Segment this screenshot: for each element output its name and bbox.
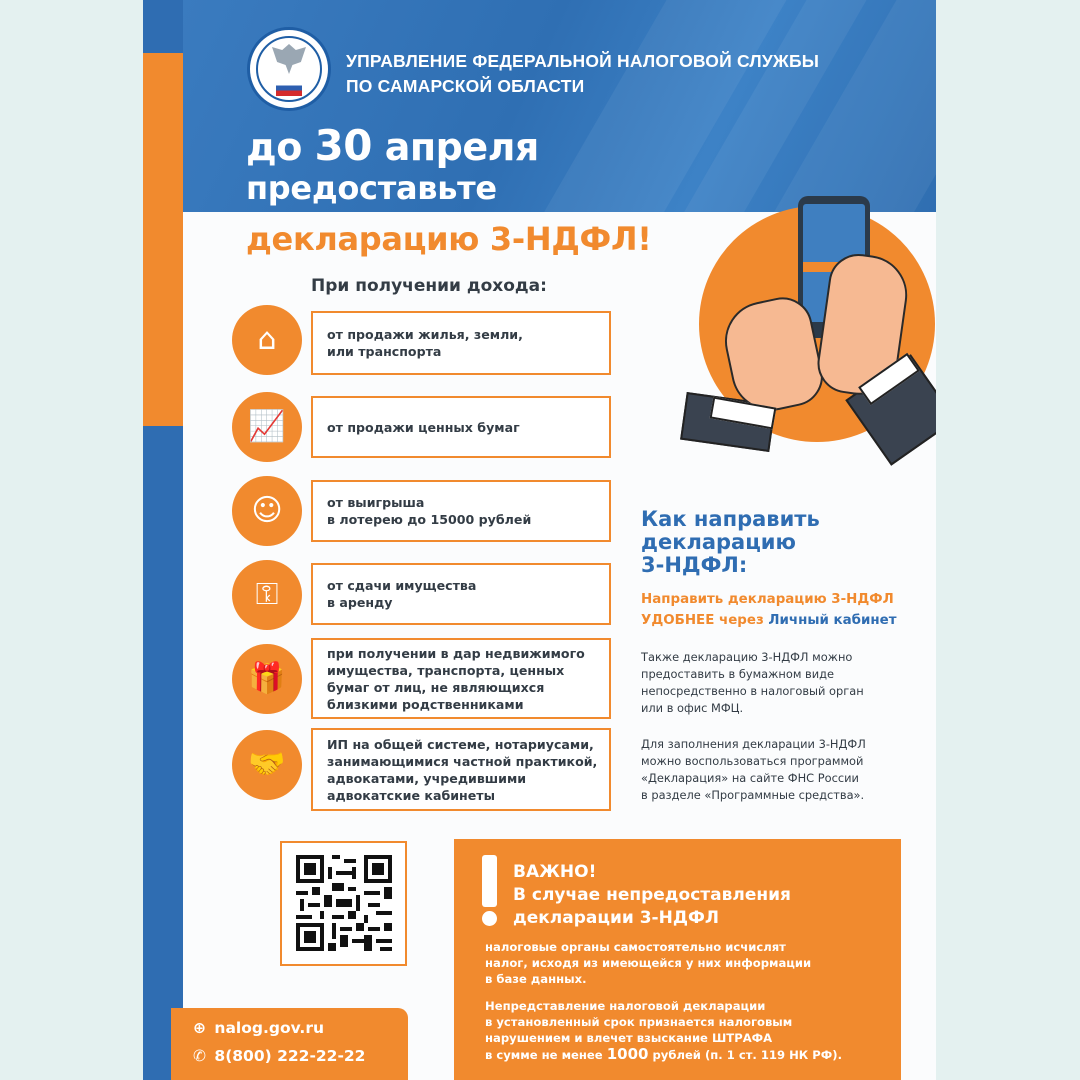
important-paragraph-2: Непредставление налоговой декларации в установленный срок признается налоговым нарушением и влечет взыскание ШТРАФА в сумме не менее 1000 рублей (п. 1 ст. 119 НК РФ). <box>485 999 843 1063</box>
fns-emblem-icon <box>247 27 331 111</box>
how-to-send-title: Как направить декларацию 3-НДФЛ: <box>641 507 820 577</box>
important-paragraph-1: налоговые органы самостоятельно исчислят налог, исходя из имеющейся у них информации в базе данных. <box>485 940 812 986</box>
income-item: от сдачи имущества в аренду <box>311 563 611 625</box>
website-link[interactable]: nalog.gov.ru <box>214 1019 324 1037</box>
income-item: от продажи ценных бумаг <box>311 396 611 458</box>
income-item: от продажи жилья, земли, или транспорта <box>311 311 611 375</box>
house-icon: ⌂ <box>232 305 302 375</box>
personal-cabinet-note: Направить декларацию 3-НДФЛ УДОБНЕЕ через Личный кабинет <box>641 592 897 628</box>
income-section-title: При получении дохода: <box>311 276 547 296</box>
important-notice <box>454 839 901 1080</box>
qr-code-icon <box>296 855 392 951</box>
organization-name: УПРАВЛЕНИЕ ФЕДЕРАЛЬНОЙ НАЛОГОВОЙ СЛУЖБЫ ПО САМАРСКОЙ ОБЛАСТИ <box>346 51 820 96</box>
left-stripe-orange <box>143 53 183 426</box>
heading-provide: предоставьте <box>246 169 497 207</box>
gift-hand-icon: 🎁 <box>232 644 302 714</box>
income-item: при получении в дар недвижимого имущества, транспорта, ценных бумаг от лиц, не являющихся близкими родственниками <box>311 638 611 719</box>
exclamation-icon <box>482 855 497 907</box>
securities-chart-icon: 📈 <box>232 392 302 462</box>
income-item: от выигрыша в лотерею до 15000 рублей <box>311 480 611 542</box>
left-stripe-blue-top <box>143 0 183 53</box>
heading-declaration: декларацию 3-НДФЛ! <box>246 220 652 258</box>
hotline-phone[interactable]: 8(800) 222-22-22 <box>214 1047 366 1065</box>
qr-code-frame <box>280 841 407 966</box>
paper-submission-paragraph: Также декларацию 3-НДФЛ можно предоставить в бумажном виде непосредственно в налоговый орган или в офис МФЦ. <box>641 650 864 715</box>
handshake-icon: 🤝 <box>232 730 302 800</box>
phone-icon: ✆ <box>193 1047 206 1065</box>
deadline-heading: до 30 апреля <box>246 121 539 170</box>
key-house-icon: ⚿ <box>232 560 302 630</box>
globe-icon: ⊕ <box>193 1019 206 1037</box>
program-paragraph: Для заполнения декларации 3-НДФЛ можно воспользоваться программой «Декларация» на сайте ФНС России в разделе «Программные средства». <box>641 737 866 802</box>
income-item: ИП на общей системе, нотариусами, занимающимися частной практикой, адвокатами, учредившими адвокатские кабинеты <box>311 728 611 811</box>
left-stripe-blue <box>143 426 183 1080</box>
lottery-coins-icon: ☺ <box>232 476 302 546</box>
important-heading: ВАЖНО! В случае непредоставления декларации 3-НДФЛ <box>513 862 791 928</box>
contact-panel <box>171 1008 408 1080</box>
poster <box>143 0 936 1080</box>
